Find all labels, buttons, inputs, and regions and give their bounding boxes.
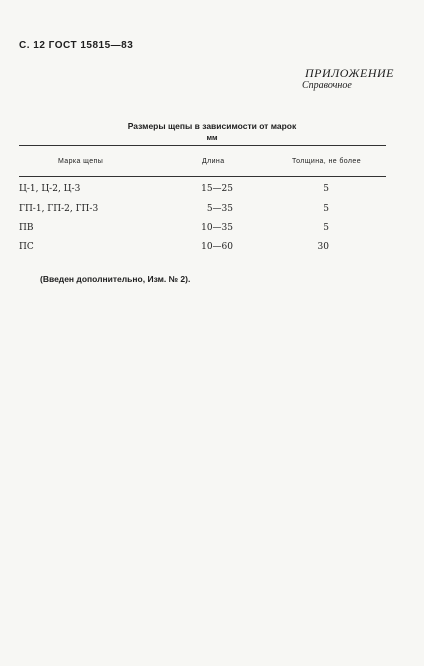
cell-grade: ГП-1, ГП-2, ГП-3 — [19, 204, 99, 214]
table-row — [0, 223, 424, 239]
cell-thickness: 5 — [323, 184, 329, 194]
amendment-note: (Введен дополнительно, Изм. № 2). — [40, 274, 191, 284]
cell-grade: ПС — [19, 242, 34, 252]
cell-thickness: 5 — [323, 204, 329, 214]
cell-grade: Ц-1, Ц-2, Ц-3 — [19, 184, 81, 194]
cell-thickness: 30 — [317, 242, 329, 252]
table-header-rule — [19, 176, 386, 177]
column-header-grade: Марка щепы — [58, 158, 104, 165]
cell-length: 10—60 — [201, 242, 233, 252]
cell-thickness: 5 — [323, 223, 329, 233]
appendix-title: ПРИЛОЖЕНИЕ — [305, 66, 394, 80]
cell-grade: ПВ — [19, 223, 34, 233]
appendix-subtitle: Справочное — [302, 80, 352, 91]
column-header-thickness: Толщина, не более — [292, 158, 361, 165]
table-row — [0, 242, 424, 258]
table-row — [0, 204, 424, 220]
cell-length: 10—35 — [201, 223, 233, 233]
table-row — [0, 184, 424, 200]
table-title: Размеры щепы в зависимости от марок — [127, 121, 297, 131]
cell-length: 15—25 — [201, 184, 233, 194]
table-top-rule — [19, 145, 386, 146]
column-header-length: Длина — [202, 158, 225, 165]
table-units: мм — [206, 133, 218, 142]
page-header: С. 12 ГОСТ 15815—83 — [19, 40, 134, 51]
cell-length: 5—35 — [206, 204, 233, 214]
